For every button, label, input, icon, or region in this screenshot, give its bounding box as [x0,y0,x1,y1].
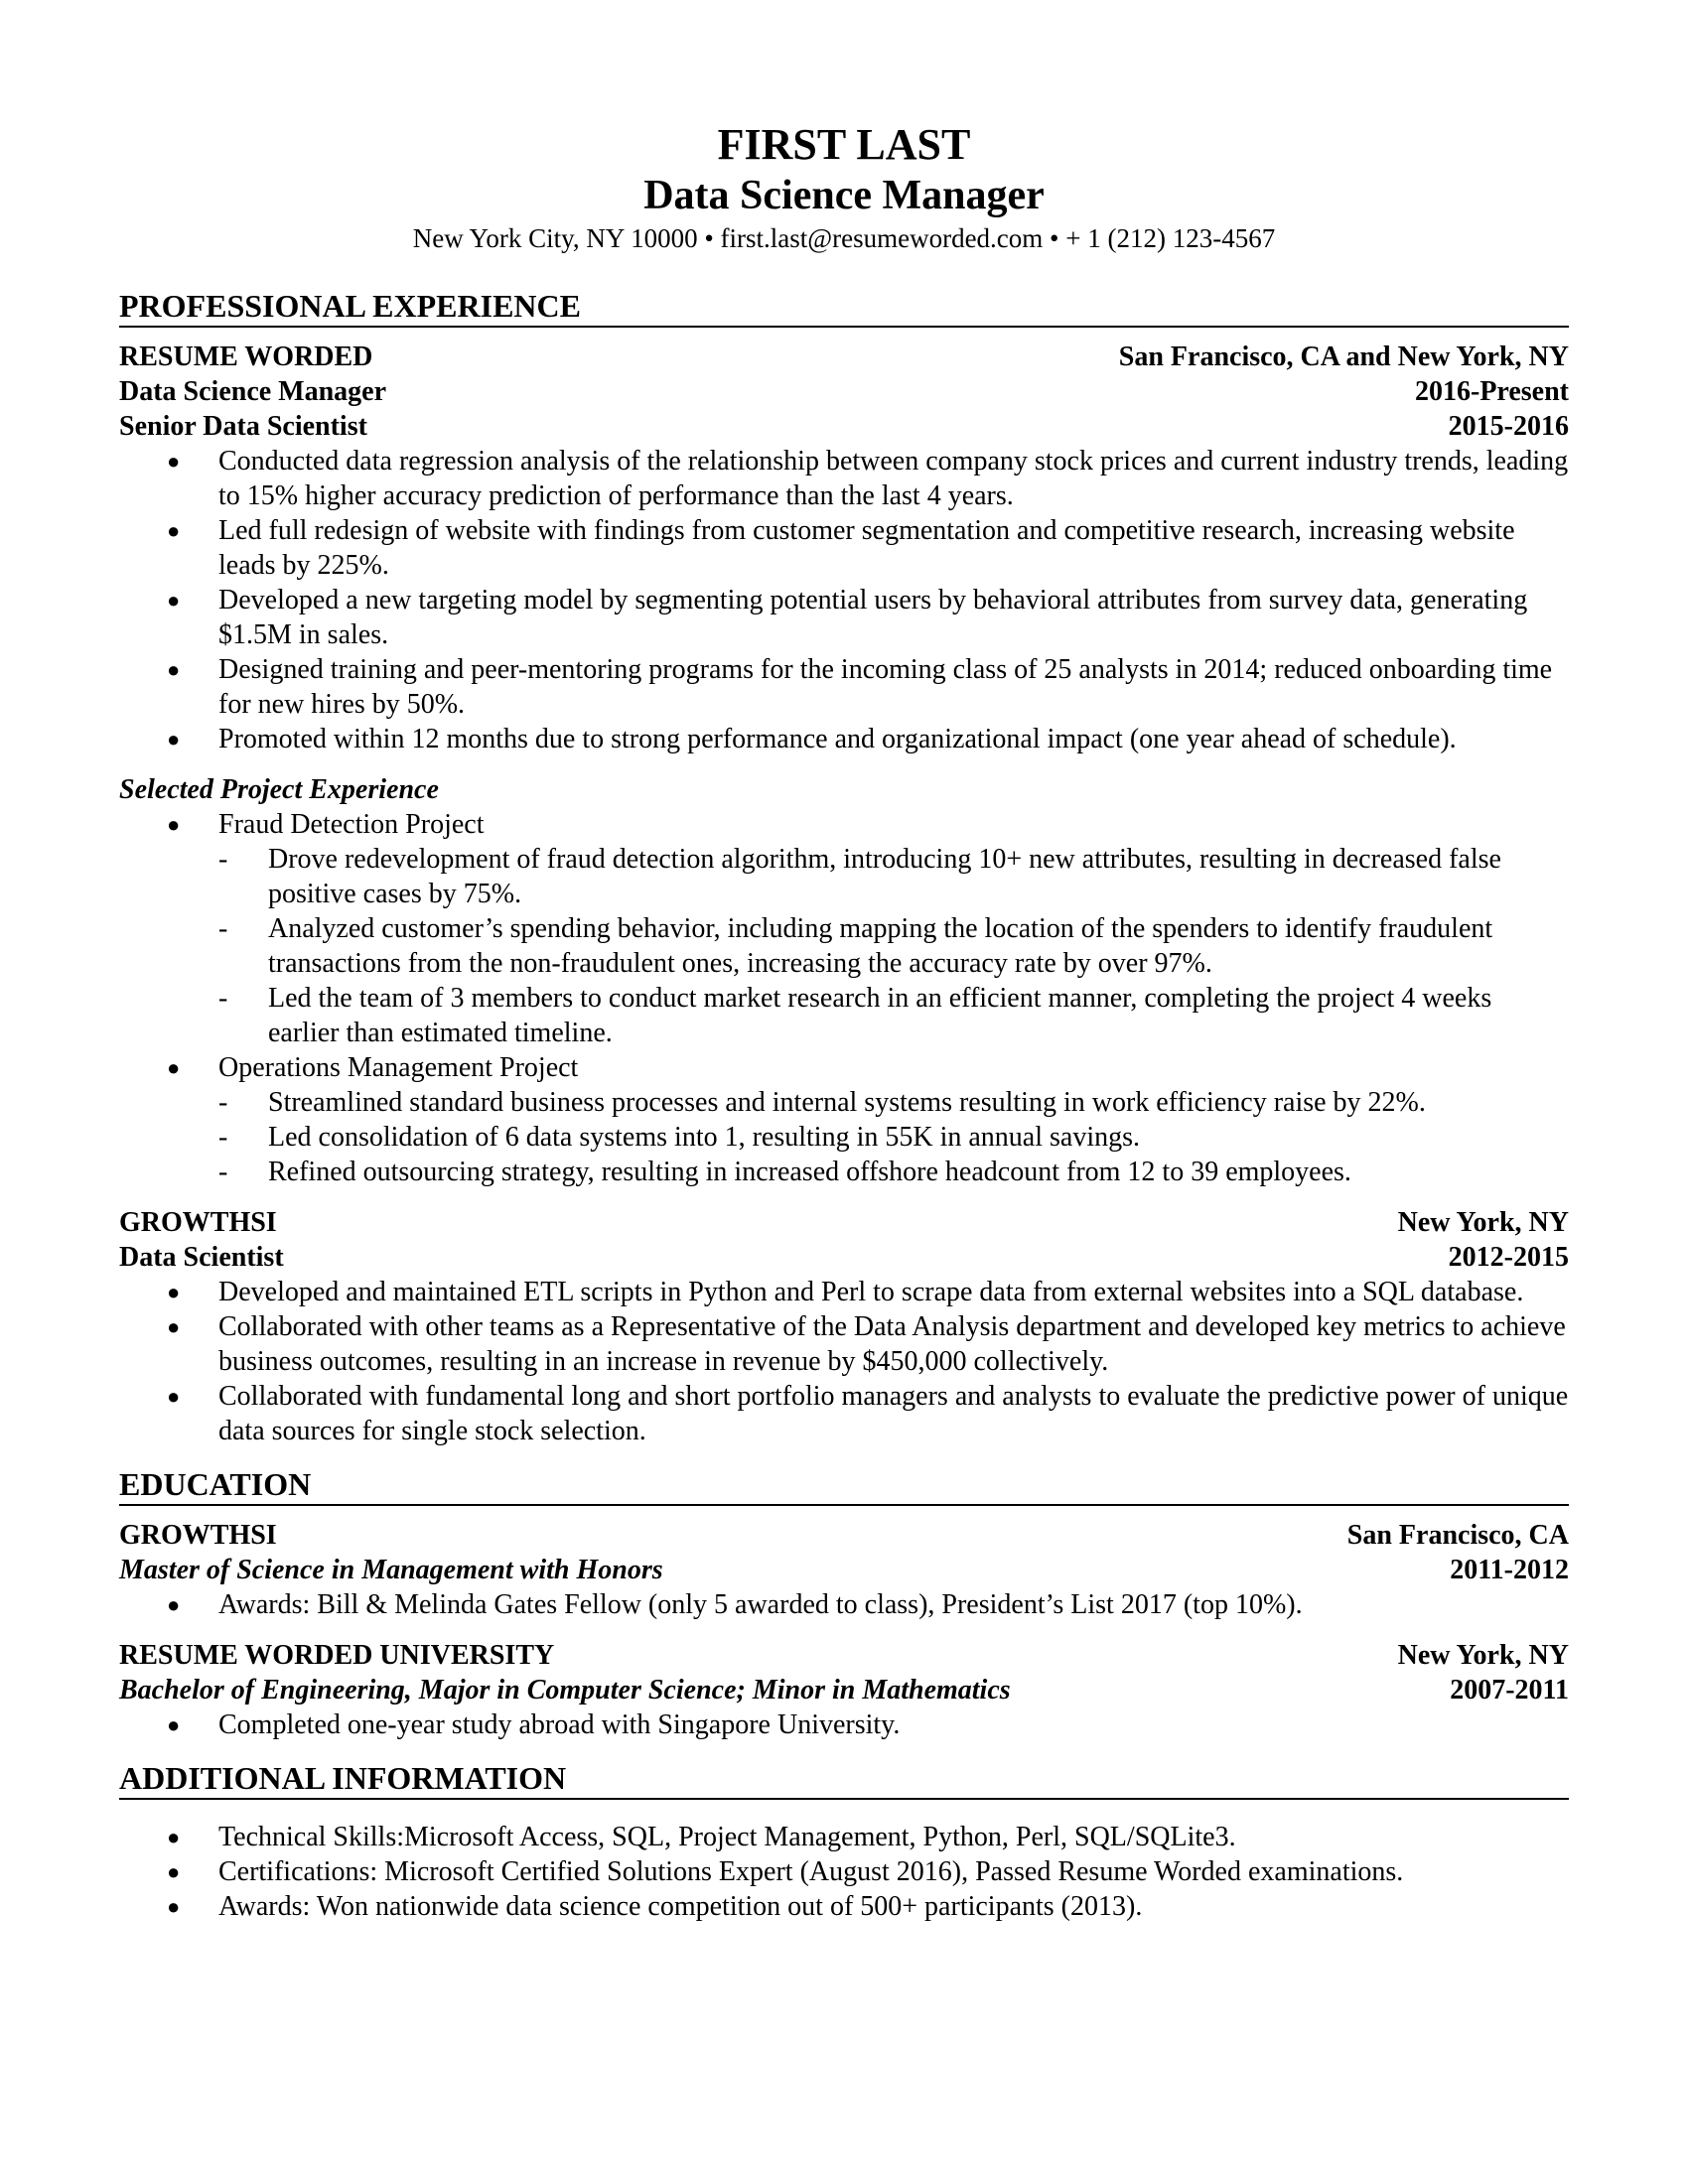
dash-icon: - [218,1087,228,1118]
bullet-item: ● Conducted data regression analysis of the relationship between company stock prices and current industry trends, leading to 15% higher accuracy prediction of performance than the last 4 years. [167,446,1569,511]
dash-item: - Refined outsourcing strategy, resulting in increased offshore headcount from 12 to 39 employees. [218,1157,1351,1187]
school-header [119,1638,1569,1673]
project-item [119,1050,1569,1189]
school-bullets [119,1707,1569,1742]
bullet-item: ● Collaborated with fundamental long and short portfolio managers and analysts to evaluate the predictive power of unique data sources for single stock selection. [167,1381,1569,1446]
bullet-item: ● Designed training and peer-mentoring programs for the incoming class of 25 analysts in 2014; reduced onboarding time for new hires by 50%. [167,654,1553,720]
project-item [119,807,1569,1050]
section-title-additional: ADDITIONAL INFORMATION [119,1758,1569,1800]
projects-heading: Selected Project Experience [119,774,439,805]
project-name: Operations Management Project [218,1052,579,1083]
role-dates: 2015-2016 [1448,411,1569,442]
role-dates: 2016-Present [1415,376,1569,407]
bullet-dot-icon: ● [167,1894,181,1919]
school-header [119,1518,1569,1553]
dash-icon: - [218,1122,228,1153]
role-row [119,409,1569,444]
school-entry [119,1518,1569,1622]
company-name: RESUME WORDED [119,341,373,372]
role-dates: 2012-2015 [1448,1242,1569,1273]
contact-line: New York City, NY 10000 • first.last@resumeworded.com • + 1 (212) 123-4567 [412,223,1276,253]
bullet-dot-icon: ● [167,588,181,613]
additional-bullets [119,1820,1569,1924]
bullet-item: ● Certifications: Microsoft Certified Solutions Expert (August 2016), Passed Resume Worded examinations. [167,1856,1404,1887]
experience-section [119,286,1569,1448]
bullet-dot-icon: ● [167,1592,181,1617]
dash-item: - Streamlined standard business processes and internal systems resulting in work efficiency raise by 22%. [218,1087,1426,1118]
role-row [119,1240,1569,1275]
bullet-item: ● Collaborated with other teams as a Representative of the Data Analysis department and developed key metrics to achieve business outcomes, resulting in an increase in revenue by $450,000 collectively. [167,1311,1566,1377]
degree-title: Bachelor of Engineering, Major in Computer Science; Minor in Mathematics [119,1675,1011,1706]
dash-item: - Analyzed customer’s spending behavior, including mapping the location of the spenders to identify fraudulent transactions from the non-fraudulent ones, increasing the accuracy rate by over 97%. [218,913,1493,979]
resume-header [119,119,1569,256]
bullet-dot-icon: ● [167,727,181,751]
school-name: GROWTHSI [119,1520,277,1551]
job-resume-worded [119,340,1569,1189]
bullet-dot-icon: ● [167,449,181,474]
bullet-dot-icon: ● [167,1859,181,1884]
role-title: Data Scientist [119,1242,284,1273]
job-growthsi [119,1205,1569,1448]
bullet-item: ● Awards: Bill & Melinda Gates Fellow (only 5 awarded to class), President’s List 2017 (top 10%). [167,1589,1303,1620]
bullet-dot-icon: ● [167,1384,181,1409]
role-title: Senior Data Scientist [119,411,367,442]
dash-icon: - [218,913,228,944]
bullet-item: ● Developed a new targeting model by segmenting potential users by behavioral attributes from survey data, generating $1.5M in sales. [167,585,1528,650]
bullet-dot-icon: ● [167,1314,181,1339]
dash-item: - Led consolidation of 6 data systems into 1, resulting in 55K in annual savings. [218,1122,1140,1153]
role-title: Data Science Manager [119,376,387,407]
job-bullets [119,1275,1569,1448]
job-bullets [119,444,1569,756]
project-list [119,807,1569,1189]
degree-title: Master of Science in Management with Honors [119,1555,663,1585]
candidate-headline: Data Science Manager [643,173,1045,218]
school-name: RESUME WORDED UNIVERSITY [119,1640,555,1671]
bullet-item: ● Led full redesign of website with findings from customer segmentation and competitive research, increasing website leads by 225%. [167,515,1515,581]
bullet-dot-icon: ● [167,1712,181,1737]
degree-row [119,1673,1569,1707]
dash-icon: - [218,983,228,1014]
school-location: New York, NY [1397,1640,1569,1671]
dash-item: - Led the team of 3 members to conduct market research in an efficient manner, completing the project 4 weeks earlier than estimated timeline. [218,983,1492,1048]
degree-row [119,1553,1569,1587]
role-row [119,374,1569,409]
bullet-dot-icon: ● [167,657,181,682]
project-name: Fraud Detection Project [218,809,485,840]
additional-section [119,1758,1569,1924]
section-title-education: EDUCATION [119,1464,1569,1506]
bullet-dot-icon: ● [167,812,181,837]
dash-icon: - [218,844,228,875]
education-section [119,1464,1569,1742]
bullet-item: ● Technical Skills:Microsoft Access, SQL, Project Management, Python, Perl, SQL/SQLite3. [167,1822,1236,1852]
bullet-dot-icon: ● [167,1825,181,1849]
school-bullets [119,1587,1569,1622]
company-name: GROWTHSI [119,1207,277,1238]
bullet-dot-icon: ● [167,518,181,543]
bullet-item: ● Completed one-year study abroad with Singapore University. [167,1709,901,1740]
school-location: San Francisco, CA [1346,1520,1569,1551]
bullet-item: ● Developed and maintained ETL scripts in Python and Perl to scrape data from external websites into a SQL database. [167,1277,1524,1307]
candidate-name: FIRST LAST [717,120,971,169]
dash-item: - Drove redevelopment of fraud detection algorithm, introducing 10+ new attributes, resulting in decreased false positive cases by 75%. [218,844,1501,909]
dash-icon: - [218,1157,228,1187]
project-details [218,1085,1569,1189]
bullet-item: ● Awards: Won nationwide data science competition out of 500+ participants (2013). [167,1891,1143,1922]
bullet-dot-icon: ● [167,1055,181,1080]
resume-page [119,119,1569,1924]
job-location: New York, NY [1397,1207,1569,1238]
job-location: San Francisco, CA and New York, NY [1118,341,1569,372]
degree-dates: 2007-2011 [1450,1675,1569,1706]
job-header [119,340,1569,374]
degree-dates: 2011-2012 [1450,1555,1569,1585]
section-title-experience: PROFESSIONAL EXPERIENCE [119,286,1569,328]
bullet-item: ● Promoted within 12 months due to strong performance and organizational impact (one year ahead of schedule). [167,724,1457,754]
job-header [119,1205,1569,1240]
project-details [218,842,1569,1050]
school-entry [119,1638,1569,1742]
bullet-dot-icon: ● [167,1280,181,1304]
